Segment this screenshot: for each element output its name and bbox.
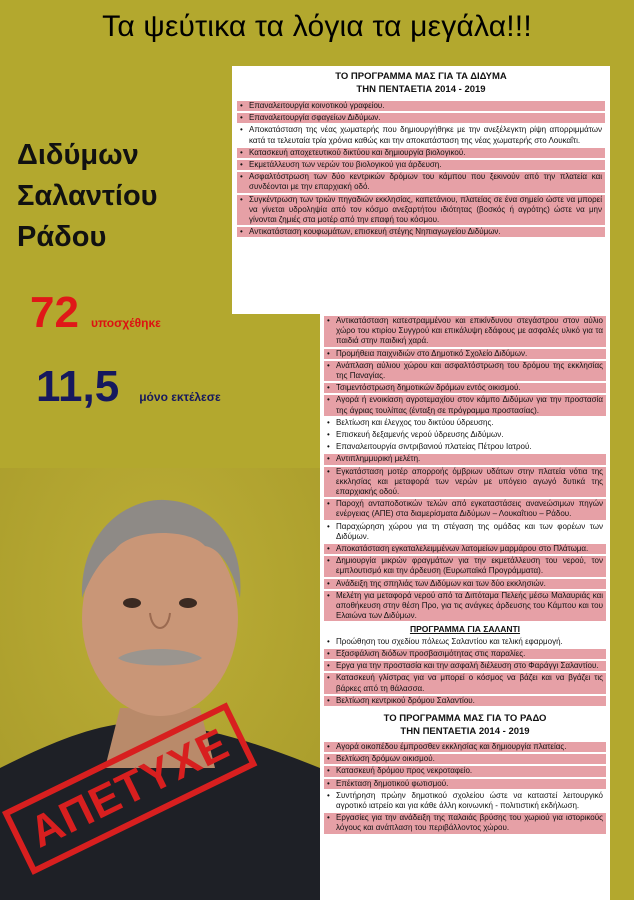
done-stat bbox=[36, 362, 221, 412]
didymoi-program-item: • Αντικατάσταση κουφωμάτων, επισκευή στέγης Νηπιαγωγείου Διδύμων. bbox=[237, 227, 605, 237]
rado-program-item: • Αγορά οικοπέδου έμπροσθεν εκκλησίας και δημιουργία πλατείας. bbox=[324, 742, 606, 752]
didymoi-program-item: • Αντιπλημμυρική μελέτη. bbox=[324, 454, 606, 464]
didymoi-program-item: • Βελτίωση και έλεγχος του δικτύου ύδρευσης. bbox=[324, 418, 606, 428]
didymoi-program-item: • Τσιμεντόστρωση δημοτικών δρόμων εντός οικισμού. bbox=[324, 383, 606, 393]
didymoi-program-item: • Επαναλειτουργία σιντριβανιού πλατείας Πέτρου Ιατρού. bbox=[324, 442, 606, 452]
promised-stat bbox=[30, 288, 161, 338]
village-salanti: Σαλαντίου bbox=[17, 180, 158, 212]
didymoi-program-title bbox=[237, 70, 605, 96]
done-label: μόνο εκτέλεσε bbox=[139, 390, 221, 404]
village-didymoi: Διδύμων bbox=[17, 139, 139, 171]
didymoi-program-item: • Μελέτη για μεταφορά νερού από τα Διπόταμα Πελεής μέσω Μαλαυριάς και αποθήκευση στην θέση Προ, για τις ανάγκες άρδευσης του Κάμπου και του Ελαιώνα των Διδύμων. bbox=[324, 591, 606, 622]
rado-title-line2: ΤΗΝ ΠΕΝΤΑΕΤΙΑ 2014 - 2019 bbox=[400, 725, 530, 737]
salanti-program-item: • Εργα για την προστασία και την ασφαλή διέλευση στο Φαράγγι Σαλαντίου. bbox=[324, 661, 606, 671]
rado-program-item: • Εργασίες για την ανάδειξη της παλαιάς βρύσης του χωριού για ιστορικούς λόγους και ανάπλαση του περιβάλλοντος χώρου. bbox=[324, 813, 606, 833]
promised-number: 72 bbox=[30, 288, 79, 337]
done-number: 11,5 bbox=[36, 362, 120, 411]
salanti-program-item: • Προώθηση του σχεδίου πόλεως Σαλαντίου και τελική εφαρμογή. bbox=[324, 637, 606, 647]
didymoi-program-list-continued bbox=[324, 316, 606, 621]
rado-title-line1: ΤΟ ΠΡΟΓΡΑΜΜΑ ΜΑΣ ΓΙΑ ΤΟ ΡΑΔΟ bbox=[383, 712, 547, 724]
didymoi-program-item: • Παραχώρηση χώρου για τη στέγαση της ομάδας και των φορέων των Διδύμων. bbox=[324, 522, 606, 542]
didymoi-program-item: • Αντικατάσταση κατεστραμμένου και επικίνδυνου στεγάστρου στον αύλιο χώρο του κτιρίου Συγγρού και επικάλυψη εδάφους με ασφαλές υλικό για τα παιδιά στην παιδική χαρά. bbox=[324, 316, 606, 347]
didymoi-program-item: • Συγκέντρωση των τριών πηγαδιών εκκλησίας, καπετάνιου, πλατείας σε ένα σημείο ώστε να μπορεί να γίνεται υδροληψία από τον κόσμο ανεξαρτήτου ιδιότητας (βοσκός ή αγρότης) ώστε να μην γίνονται ζημιές στα μοτέρ από την επαφή του κόσμου. bbox=[237, 195, 605, 226]
didymoi-program-item: • Εκμετάλλευση των νερών του βιολογικού για άρδευση. bbox=[237, 160, 605, 170]
didymoi-program-item: • Επαναλειτουργία σφαγείων Διδύμων. bbox=[237, 113, 605, 123]
rado-program-item: • Επέκταση δημοτικού φωτισμού. bbox=[324, 779, 606, 789]
didymoi-program-item: • Ασφαλτόστρωση των δύο κεντρικών δρόμων του κάμπου που ξεκινούν από την πλατεία και συνδέονται με την επαρχιακή οδό. bbox=[237, 172, 605, 192]
didymoi-program-item: • Αποκατάσταση της νέας χωματερής που δημιουργήθηκε με την ανεξέλεγκτη ρίψη απορριμμάτων κατά τα τελευταία τρία χρόνια καθώς και την αποκατάσταση της νέας χωματερής στο Λουκαΐτι. bbox=[237, 125, 605, 145]
rado-program-item: • Κατασκευή δρόμου προς νεκροταφείο. bbox=[324, 766, 606, 776]
salanti-program-item: • Κατασκευή γλίστρας για να μπορεί ο κόσμος να βάζει και να βγάζει τις βάρκες από τη θάλασσα. bbox=[324, 673, 606, 693]
didymoi-program-item: • Εγκατάσταση μοτέρ απορροής όμβριων υδάτων στην πλατεία νότια της εκκλησίας και μεταφορά των νερών με υπόγειο αγωγό δυτικά της επαρχιακής οδού. bbox=[324, 467, 606, 498]
salanti-program-item: • Βελτίωση κεντρικού δρόμου Σαλαντίου. bbox=[324, 696, 606, 706]
didymoi-program-list bbox=[237, 101, 605, 237]
didymoi-program-item: • Παροχή ανταποδοτικών τελών από εγκαταστάσεις ανανεώσιμων πηγών ενέργειας (ΑΠΕ) στα διαμερίσματα Διδύμων – Λουκαΐτιου – Ράδου. bbox=[324, 499, 606, 519]
failed-stamp-text: ΑΠΕΤΥΧΕ bbox=[22, 719, 237, 858]
didymoi-program-item: • Κατασκευή αποχετευτικού δικτύου και δημιουργία βιολογικού. bbox=[237, 148, 605, 158]
didymoi-program-item: • Ανάδειξη της σπηλιάς των Διδύμων και των δύο εκκλησιών. bbox=[324, 579, 606, 589]
didymoi-program-item: • Αποκατάσταση εγκαταλελειμμένων λατομείων μαρμάρου στο Πλάτωμα. bbox=[324, 544, 606, 554]
didymoi-program-item: • Επισκευή δεξαμενής νερού ύδρευσης Διδύμων. bbox=[324, 430, 606, 440]
village-rado: Ράδου bbox=[17, 221, 107, 253]
salanti-program-title: ΠΡΟΓΡΑΜΜΑ ΓΙΑ ΣΑΛΑΝΤΙ bbox=[409, 624, 521, 635]
rado-program-title bbox=[324, 712, 606, 738]
rado-program-list bbox=[324, 742, 606, 834]
didymoi-program-page2 bbox=[320, 314, 610, 900]
didymoi-program-item: • Προμήθεια παιχνιδιών στο Δημοτικό Σχολείο Διδύμων. bbox=[324, 349, 606, 359]
salanti-program-list bbox=[324, 637, 606, 706]
didymoi-title-line1: ΤΟ ΠΡΟΓΡΑΜΜΑ ΜΑΣ ΓΙΑ ΤΑ ΔΙΔΥΜΑ bbox=[335, 71, 507, 82]
promised-label: υποσχέθηκε bbox=[90, 316, 161, 330]
headline: Τα ψεύτικα τα λόγια τα μεγάλα!!! bbox=[102, 10, 532, 43]
village-names bbox=[17, 135, 158, 258]
didymoi-program-item: • Αγορά ή ενοικίαση αγροτεμαχίου στον κάμπο Διδύμων για την προστασία της άγριας τουλίπας (ένταξη σε πρόγραμμα προστασίας). bbox=[324, 395, 606, 415]
rado-program-item: • Συντήρηση πρώην δημοτικού σχολείου ώστε να καταστεί λειτουργικό αγροτικό ιατρείο και για κάθε άλλη κοινωνική - πολιτιστική εκδήλωση. bbox=[324, 791, 606, 811]
didymoi-program-item: • Ανάπλαση αύλιου χώρου και ασφαλτόστρωση του δρόμου της εκκλησίας της Παναγίας. bbox=[324, 361, 606, 381]
didymoi-program-item: • Δημιουργία μικρών φραγμάτων για την εκμετάλλευση του νερού, τον εμπλουτισμό και την άρδευση (Ευρωπαϊκά Προγράμματα). bbox=[324, 556, 606, 576]
didymoi-title-line2: ΤΗΝ ΠΕΝΤΑΕΤΙΑ 2014 - 2019 bbox=[356, 84, 486, 95]
didymoi-program-item: • Επαναλειτουργία κοινοτικού γραφείου. bbox=[237, 101, 605, 111]
rado-program-item: • Βελτίωση δρόμων οικισμού. bbox=[324, 754, 606, 764]
didymoi-program-page1 bbox=[232, 66, 610, 314]
salanti-program-item: • Εξασφάλιση διόδων προσβασιμότητας στις παραλίες. bbox=[324, 649, 606, 659]
